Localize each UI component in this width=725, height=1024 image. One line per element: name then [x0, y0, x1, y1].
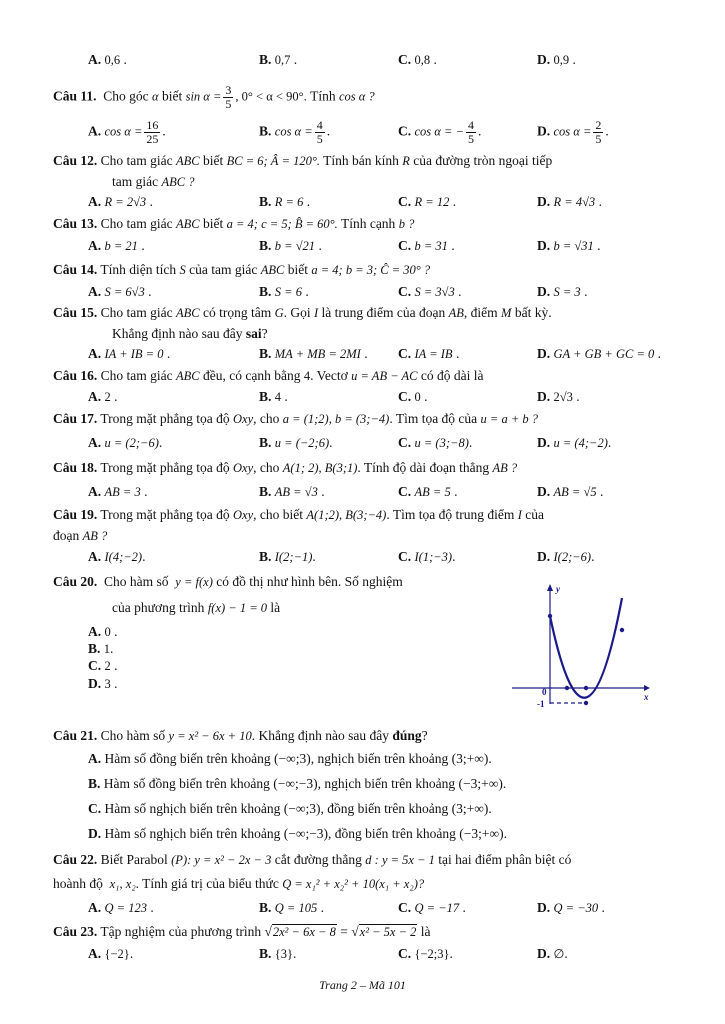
curve-point-right [620, 628, 624, 632]
q19-options [0, 547, 725, 569]
question-22: Câu 22. Biết Parabol (P): y = x² − 2x − 3 cắt đường thẳng d : y = 5x − 1 tại hai điểm phân biệt có [53, 852, 572, 867]
q11-option-b: B. cos α = $\frac{4}{5}$ . [259, 118, 331, 146]
q22-option-d: D. Q = −30 . [537, 900, 605, 915]
question-20: Câu 20. Cho hàm số y = f(x) có đồ thị như hình bên. Số nghiệm [53, 574, 403, 589]
question-21: Câu 21. Cho hàm số y = x² − 6x + 10. Khẳng định nào sau đây đúng? [53, 728, 428, 743]
q17-stem [0, 409, 725, 431]
q20-option-a: A. 0 . [88, 624, 118, 639]
q15-stem [0, 303, 725, 325]
y-axis-arrow-icon [547, 584, 553, 591]
q22-stem [0, 850, 725, 872]
q12-option-d: D. R = 4√3 . [537, 194, 602, 209]
q16-option-d: D. 2√3 . [537, 389, 580, 404]
q18-option-c: C. AB = 5 . [398, 484, 458, 499]
q18-option-a: A. AB = 3 . [88, 484, 148, 499]
q21-option-c: C. Hàm số nghịch biến trên khoảng (−∞;3), đồng biến trên khoảng (3;+∞). [88, 801, 492, 816]
q20-function-graph [510, 578, 660, 708]
q11-option-a: A. cos α = $\frac{16}{25}$ . [88, 118, 166, 146]
q11-option-d: D. cos α = $\frac{2}{5}$ . [537, 118, 609, 146]
q15-option-c: C. IA = IB . [398, 346, 460, 361]
q17-option-b: B. u = (−2;6). [259, 435, 333, 450]
q20-option-d: D. 3 . [88, 676, 118, 691]
q10-options [0, 50, 725, 72]
q14-option-a: A. S = 6√3 . [88, 284, 152, 299]
question-13: Câu 13. Cho tam giác ABC biết a = 4; c = 5; B̂ = 60°. Tính cạnh b ? [53, 216, 415, 231]
page-footer: Trang 2 – Mã 101 [319, 978, 406, 992]
question-19: Câu 19. Trong mặt phẳng tọa độ Oxy, cho biết A(1;2), B(3;−4). Tìm tọa độ trung điểm I của [53, 507, 544, 522]
q17-option-c: C. u = (3;−8). [398, 435, 473, 450]
q21-option-b: B. Hàm số đồng biến trên khoảng (−∞;−3), nghịch biến trên khoảng (−3;+∞). [88, 776, 507, 791]
q20-option-b: B. 1. [88, 641, 114, 656]
minus-one-label: -1 [537, 699, 545, 708]
q19-stem-line2: đoạn AB ? [53, 528, 108, 543]
q23-option-a: A. {−2}. [88, 946, 134, 961]
q15-option-a: A. IA + IB = 0 . [88, 346, 171, 361]
q13-option-c: C. b = 31 . [398, 238, 455, 253]
q15-stem-line2: Khẳng định nào sau đây sai? [112, 326, 268, 341]
x-label: x [644, 692, 649, 702]
q20-option-c: C. 2 . [88, 658, 118, 673]
q23-option-d: D. ∅. [537, 946, 568, 961]
q15-option-b: B. MA + MB = 2MI . [259, 346, 368, 361]
q16-stem [0, 366, 725, 388]
root-point-left [565, 686, 569, 690]
question-14: Câu 14. Tính diện tích S của tam giác ABC biết a = 4; b = 3; Ĉ = 30° ? [53, 262, 431, 277]
q23-option-b: B. {3}. [259, 946, 297, 961]
q16-option-c: C. 0 . [398, 389, 428, 404]
q11-option-c: C. cos α = − $\frac{4}{5}$ . [398, 118, 482, 146]
q16-option-a: A. 2 . [88, 389, 118, 404]
vertex-point [584, 701, 588, 705]
q14-option-d: D. S = 3 . [537, 284, 588, 299]
x-axis-arrow-icon [644, 685, 650, 691]
question-18: Câu 18. Trong mặt phẳng tọa độ Oxy, cho A(1; 2), B(3;1). Tính độ dài đoạn thẳng AB ? [53, 460, 518, 475]
question-23: Câu 23. Tập nghiệm của phương trình √2x² − 6x − 8 = √x² − 5x − 2 là [53, 924, 431, 939]
q10-option-c: C. 0,8 . [398, 52, 437, 67]
q14-option-b: B. S = 6 . [259, 284, 309, 299]
q17-option-a: A. u = (2;−6). [88, 435, 163, 450]
root-point-mid [584, 686, 588, 690]
q11-options [0, 115, 725, 145]
q20-stem-line2: của phương trình f(x) − 1 = 0 là [112, 600, 281, 615]
q12-stem [0, 151, 725, 173]
y-intercept-point [548, 614, 552, 618]
q22-option-b: B. Q = 105 . [259, 900, 324, 915]
q22-option-a: A. Q = 123 . [88, 900, 154, 915]
fraction: $\frac{3}{5}$ [225, 83, 232, 111]
q18-stem [0, 458, 725, 480]
q13-option-b: B. b = √21 . [259, 238, 322, 253]
q18-options [0, 482, 725, 504]
q10-option-d: D. 0,9 . [537, 52, 576, 67]
q12-option-b: B. R = 6 . [259, 194, 311, 209]
q22-options [0, 898, 725, 920]
q21-option-d: D. Hàm số nghịch biến trên khoảng (−∞;−3), đồng biến trên khoảng (−3;+∞). [88, 826, 507, 841]
q15-option-d: D. GA + GB + GC = 0 . [537, 346, 662, 361]
q15-options [0, 344, 725, 366]
q21-stem [0, 726, 725, 748]
q19-stem [0, 505, 725, 527]
q16-options [0, 387, 725, 409]
q21-option-a: A. Hàm số đồng biến trên khoảng (−∞;3), nghịch biến trên khoảng (3;+∞). [88, 751, 492, 766]
q22-option-c: C. Q = −17 . [398, 900, 466, 915]
question-15: Câu 15. Cho tam giác ABC có trọng tâm G. Gọi I là trung điểm của đoạn AB, điểm M bất kỳ. [53, 305, 552, 320]
q19-option-d: D. I(2;−6). [537, 549, 595, 564]
question-12: Câu 12. Cho tam giác ABC biết BC = 6; Â = 120°. Tính bán kính R của đường tròn ngoại tiếp [53, 153, 553, 168]
y-label: y [556, 584, 560, 594]
question-11: Câu 11. Cho góc α biết sin α = $\frac{3}{5}$ , 0° < α < 90°. Tính cos α ? [53, 83, 375, 111]
q17-option-d: D. u = (4;−2). [537, 435, 612, 450]
origin-label: 0 [542, 687, 547, 697]
question-16: Câu 16. Cho tam giác ABC đều, có cạnh bằng 4. Vectơ u = AB − AC có độ dài là [53, 368, 484, 383]
q14-options [0, 282, 725, 304]
parabola-curve [550, 598, 622, 698]
q12-options [0, 192, 725, 214]
question-17: Câu 17. Trong mặt phẳng tọa độ Oxy, cho a = (1;2), b = (3;−4). Tìm tọa độ của u = a + b ? [53, 411, 539, 426]
q23-option-c: C. {−2;3}. [398, 946, 453, 961]
q23-stem [0, 922, 725, 944]
q14-stem [0, 260, 725, 282]
q16-option-b: B. 4 . [259, 389, 288, 404]
q10-option-b: B. 0,7 . [259, 52, 298, 67]
q13-option-d: D. b = √31 . [537, 238, 601, 253]
q10-option-a: A. 0,6 . [88, 52, 127, 67]
q19-option-b: B. I(2;−1). [259, 549, 316, 564]
q19-option-a: A. I(4;−2). [88, 549, 146, 564]
q18-option-b: B. AB = √3 . [259, 484, 325, 499]
q12-option-c: C. R = 12 . [398, 194, 457, 209]
q18-option-d: D. AB = √5 . [537, 484, 604, 499]
q14-option-c: C. S = 3√3 . [398, 284, 462, 299]
q17-options [0, 433, 725, 455]
q23-options [0, 944, 725, 966]
q13-stem [0, 214, 725, 236]
q13-options [0, 236, 725, 258]
q12-stem-line2: tam giác ABC ? [112, 174, 195, 189]
q11-stem [0, 80, 725, 110]
q12-option-a: A. R = 2√3 . [88, 194, 153, 209]
q13-option-a: A. b = 21 . [88, 238, 145, 253]
q19-option-c: C. I(1;−3). [398, 549, 456, 564]
q22-stem-line2: hoành độ x₁, x₂. Tính giá trị của biểu thức Q = x₁² + x₂² + 10(x₁ + x₂)? [53, 876, 425, 891]
